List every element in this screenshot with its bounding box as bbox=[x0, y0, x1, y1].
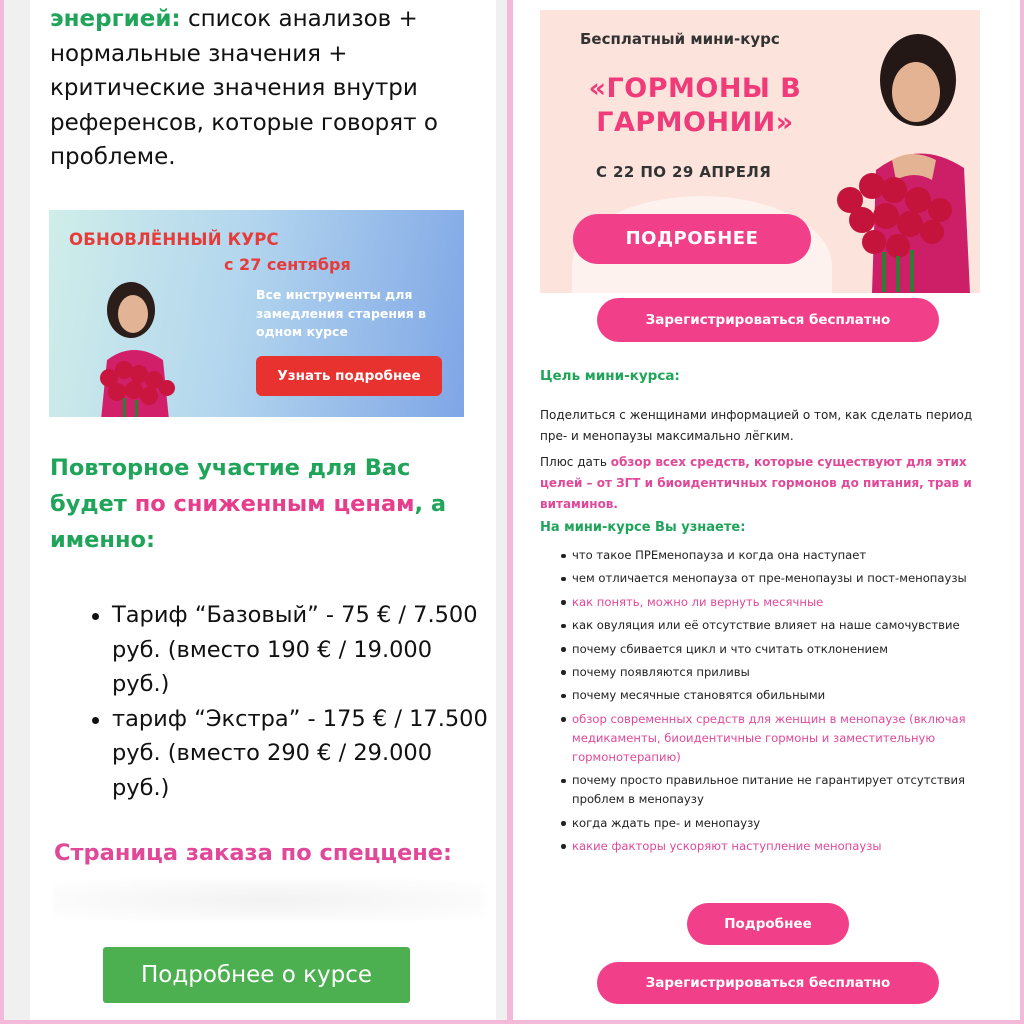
goal-plus-prefix: Плюс дать bbox=[540, 455, 611, 469]
learn-item: как овуляция или её отсутствие влияет на наше самочувствие bbox=[561, 616, 991, 635]
offer-text-1: Повторное участие для Вас будет bbox=[50, 455, 411, 517]
course-banner[interactable] bbox=[49, 210, 464, 417]
banner-learn-more-button[interactable]: Узнать подробнее bbox=[256, 356, 442, 396]
learn-item: почему появляются приливы bbox=[561, 663, 991, 682]
blurred-link bbox=[54, 880, 484, 920]
learn-item: почему сбивается цикл и что считать отклонением bbox=[561, 640, 991, 659]
hero-more-button[interactable]: ПОДРОБНЕЕ bbox=[573, 214, 811, 264]
learn-item: почему просто правильное питание не гарантирует отсутствия проблем в менопаузу bbox=[561, 771, 991, 809]
hero-title: «ГОРМОНЫ В ГАРМОНИИ» bbox=[588, 73, 802, 138]
tariff-item: тариф “Экстра” - 175 € / 17.500 руб. (вместо 290 € / 29.000 руб.) bbox=[90, 702, 495, 806]
intro-bold: энергией: bbox=[50, 6, 181, 32]
banner-title: ОБНОВЛЁННЫЙ КУРС bbox=[69, 230, 279, 249]
intro-text bbox=[50, 2, 490, 175]
learn-list bbox=[561, 546, 991, 860]
goal-heading: Цель мини-курса: bbox=[540, 368, 680, 384]
goal-plus-highlight: обзор всех средств, которые существуют для этих целей – от ЗГТ и биоидентичных гормонов до питания, трав и витаминов. bbox=[540, 455, 972, 511]
tariff-item: Тариф “Базовый” - 75 € / 7.500 руб. (вместо 190 € / 19.000 руб.) bbox=[90, 598, 495, 702]
learn-item: чем отличается менопауза от пре-менопаузы и пост-менопаузы bbox=[561, 569, 991, 588]
woman-with-tulips-image bbox=[832, 20, 980, 293]
order-page-heading: Страница заказа по спеццене: bbox=[54, 840, 453, 866]
hero-subtitle: Бесплатный мини-курс bbox=[580, 30, 780, 48]
goal-text: Поделиться с женщинами информацией о том, как сделать период пре- и менопаузы максимально лёгким. bbox=[540, 408, 973, 443]
learn-item: почему месячные становятся обильными bbox=[561, 686, 991, 705]
right-screenshot bbox=[513, 0, 1020, 1020]
hero-dates: С 22 ПО 29 АПРЕЛЯ bbox=[596, 163, 772, 181]
left-screenshot bbox=[4, 0, 507, 1020]
register-free-button-bottom[interactable]: Зарегистрироваться бесплатно bbox=[597, 962, 939, 1004]
offer-heading bbox=[50, 450, 490, 558]
learn-item: как понять, можно ли вернуть месячные bbox=[561, 593, 991, 612]
banner-date: с 27 сентября bbox=[224, 255, 351, 274]
learn-item: какие факторы ускоряют наступление менопаузы bbox=[561, 837, 991, 856]
offer-text-pink: по сниженным ценам bbox=[134, 491, 415, 517]
course-details-button[interactable]: Подробнее о курсе bbox=[103, 947, 410, 1003]
goal-plus-text bbox=[540, 452, 995, 515]
banner-description: Все инструменты для замедления старения в одном курсе bbox=[256, 287, 427, 339]
more-button[interactable]: Подробнее bbox=[687, 903, 849, 945]
learn-item: что такое ПРЕменопауза и когда она наступает bbox=[561, 546, 991, 565]
mini-course-hero bbox=[540, 10, 980, 293]
learn-heading: На мини-курсе Вы узнаете: bbox=[540, 520, 746, 535]
tariff-list bbox=[90, 598, 495, 805]
offer-text-2: , а именно: bbox=[50, 491, 447, 553]
left-content bbox=[30, 0, 496, 1020]
register-free-button[interactable]: Зарегистрироваться бесплатно bbox=[597, 298, 939, 342]
woman-with-tulips-image bbox=[79, 270, 189, 417]
learn-item: обзор современных средств для женщин в менопаузе (включая медикаменты, биоидентичные гормоны и заместительную гормонотерапию) bbox=[561, 710, 991, 767]
intro-body: список анализов + нормальные значения + критические значения внутри референсов, которые говорят о проблеме. bbox=[50, 6, 438, 170]
learn-item: когда ждать пре- и менопаузу bbox=[561, 814, 991, 833]
